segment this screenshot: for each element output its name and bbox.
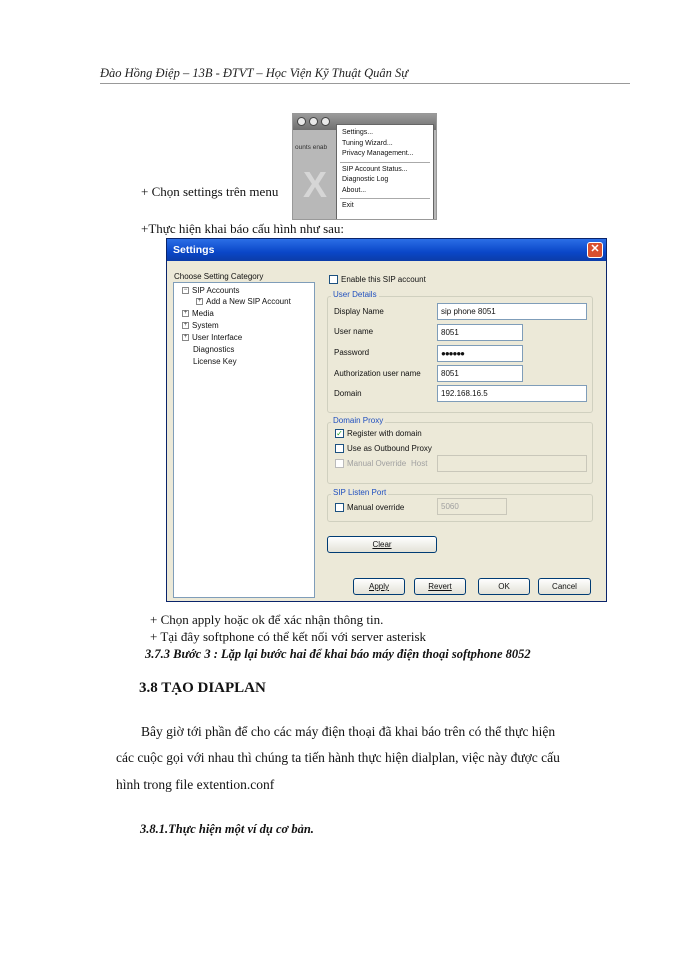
host-label: Host xyxy=(411,459,428,468)
listen-port-title: SIP Listen Port xyxy=(333,488,387,497)
user-name-input[interactable]: 8051 xyxy=(437,324,523,341)
password-input[interactable]: ●●●●●● xyxy=(437,345,523,362)
paragraph-line-1: Bây giờ tới phần để cho các máy điện thoại đã khai báo trên có thể thực hiện xyxy=(141,724,556,739)
cancel-button[interactable]: Cancel xyxy=(538,578,591,595)
category-tree xyxy=(173,282,315,598)
paragraph-line-3: hình trong file extention.conf xyxy=(116,777,275,792)
toolbar-round-icon xyxy=(297,117,306,126)
host-input xyxy=(437,455,587,472)
menu-separator xyxy=(340,198,430,199)
domain-label: Domain xyxy=(334,389,362,398)
header-rule xyxy=(100,83,630,84)
tree-item-license-key[interactable]: License Key xyxy=(193,357,237,366)
display-name-label: Display Name xyxy=(334,307,384,316)
settings-dialog xyxy=(166,238,607,602)
subsection-heading: 3.8.1.Thực hiện một ví dụ cơ bản. xyxy=(140,822,314,836)
menu-background-logo: X xyxy=(303,164,328,205)
menu-item-tuning-wizard[interactable]: Tuning Wizard... xyxy=(342,139,393,147)
tree-item-user-interface[interactable]: + User Interface xyxy=(183,333,243,342)
manual-override-proxy-checkbox: Manual Override xyxy=(335,459,406,468)
toolbar-round-icon xyxy=(321,117,330,126)
revert-button[interactable]: Revert xyxy=(414,578,466,595)
tree-item-diagnostics[interactable]: Diagnostics xyxy=(193,345,235,354)
paragraph-line-2: các cuộc gọi với nhau thì chúng ta tiến hành thực hiện dialplan, việc này được cấu xyxy=(116,750,560,765)
manual-override-port-checkbox[interactable]: Manual override xyxy=(335,503,404,512)
expand-icon[interactable]: + xyxy=(183,322,188,329)
apply-button[interactable]: Apply xyxy=(353,578,405,595)
menu-item-settings[interactable]: Settings... xyxy=(342,129,374,136)
context-menu xyxy=(336,124,434,220)
section-heading: 3.8 TẠO DIAPLAN xyxy=(139,680,266,696)
toolbar-round-icon xyxy=(309,117,318,126)
close-icon[interactable]: ✕ xyxy=(587,242,603,258)
menu-item-exit[interactable]: Exit xyxy=(342,202,354,209)
clear-button[interactable]: Clear xyxy=(327,536,437,553)
domain-input[interactable]: 192.168.16.5 xyxy=(437,385,587,402)
menu-background-text: ounts enab xyxy=(295,144,328,151)
domain-proxy-title: Domain Proxy xyxy=(333,416,384,425)
menu-item-sip-account-status[interactable]: SIP Account Status... xyxy=(342,165,408,173)
dialog-title: Settings xyxy=(167,239,606,261)
expand-icon[interactable]: + xyxy=(183,310,188,317)
tree-item-sip-accounts[interactable]: − SIP Accounts xyxy=(183,286,240,295)
tree-item-system[interactable]: + System xyxy=(183,321,219,330)
checkbox-box[interactable] xyxy=(335,444,344,453)
tree-label: Choose Setting Category xyxy=(174,272,264,281)
expand-icon[interactable]: + xyxy=(197,298,202,305)
checkbox-box xyxy=(335,459,344,468)
checkbox-box[interactable] xyxy=(335,503,344,512)
user-details-title: User Details xyxy=(333,290,377,299)
auth-user-input[interactable]: 8051 xyxy=(437,365,523,382)
password-label: Password xyxy=(334,348,370,357)
step-choose-settings: + Chọn settings trên menu xyxy=(141,184,279,199)
menu-separator xyxy=(340,162,430,163)
step-declare-config: +Thực hiện khai báo cấu hình như sau: xyxy=(141,221,345,236)
port-input: 5060 xyxy=(437,498,507,515)
user-name-label: User name xyxy=(334,327,374,336)
menu-item-privacy-management[interactable]: Privacy Management... xyxy=(342,150,414,157)
expand-icon[interactable]: + xyxy=(183,334,188,341)
tree-item-add-account[interactable]: + Add a New SIP Account xyxy=(197,297,291,306)
menu-screenshot xyxy=(292,113,437,220)
enable-sip-checkbox[interactable]: Enable this SIP account xyxy=(329,275,426,284)
checkbox-box[interactable]: ✓ xyxy=(336,429,343,439)
display-name-input[interactable]: sip phone 8051 xyxy=(437,303,587,320)
checkbox-box[interactable] xyxy=(329,275,338,284)
collapse-icon[interactable]: − xyxy=(183,287,188,294)
page-header: Đào Hồng Điệp – 13B - ĐTVT – Học Viện Kỹ Thuật Quân Sự xyxy=(100,66,409,80)
register-with-domain-checkbox[interactable]: ✓ Register with domain xyxy=(336,429,422,439)
menu-item-about[interactable]: About... xyxy=(342,186,367,194)
outbound-proxy-checkbox[interactable]: Use as Outbound Proxy xyxy=(335,444,432,453)
tree-item-media[interactable]: + Media xyxy=(183,309,214,318)
bullet-connect-server: + Tại đây softphone có thể kết nối với server asterisk xyxy=(150,629,427,644)
ok-button[interactable]: OK xyxy=(478,578,530,595)
menu-item-diagnostic-log[interactable]: Diagnostic Log xyxy=(342,176,389,183)
auth-user-label: Authorization user name xyxy=(334,369,421,378)
step3-heading: 3.7.3 Bước 3 : Lặp lại bước hai để khai báo máy điện thoại softphone 8052 xyxy=(145,647,531,661)
bullet-apply-ok: + Chọn apply hoặc ok để xác nhận thông tin. xyxy=(150,612,384,627)
